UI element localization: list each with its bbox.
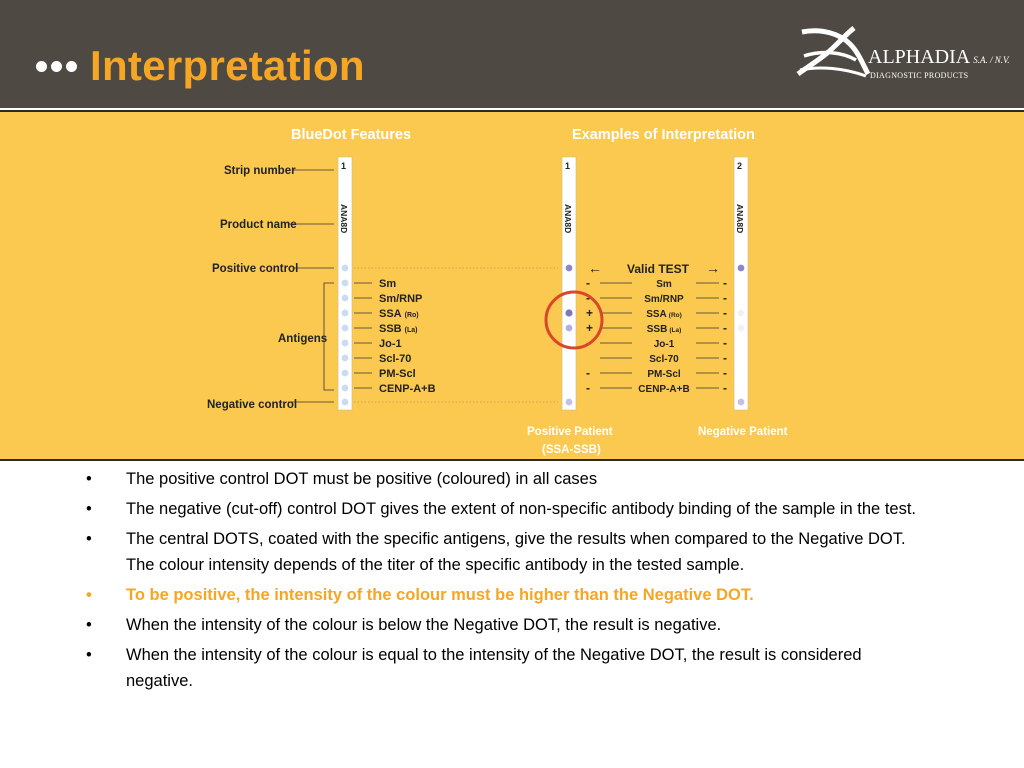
negative-result-5: - xyxy=(723,351,727,365)
positive-dot-ssb xyxy=(566,325,573,332)
antigen-label-2: SSA (Ro) xyxy=(379,308,419,320)
antigen-label-6: PM-Scl xyxy=(379,368,416,380)
interp-antigen-7: CENP-A+B xyxy=(638,384,690,395)
feature-dot xyxy=(342,310,349,317)
negative-strip-product: ANA8D xyxy=(735,204,745,234)
antigen-label-5: Scl-70 xyxy=(379,353,412,365)
feature-dot xyxy=(342,280,349,287)
arrow-right-icon: → xyxy=(706,260,720,276)
antigen-label-1: Sm/RNP xyxy=(379,293,423,305)
logo-subtitle: DIAGNOSTIC PRODUCTS xyxy=(870,71,969,80)
feature-dot xyxy=(342,355,349,362)
diagram-right-title: Examples of Interpretation xyxy=(572,127,755,143)
label-negative-control: Negative control xyxy=(207,399,298,411)
positive-result-7: - xyxy=(586,381,590,395)
positive-result-3: + xyxy=(586,321,594,335)
negative-result-3: - xyxy=(723,321,727,335)
bullet-text: The positive control DOT must be positive (coloured) in all cases xyxy=(126,470,598,488)
header-bar xyxy=(0,0,1024,108)
feature-dot xyxy=(342,295,349,302)
bullet-marker-icon: • xyxy=(86,500,92,518)
bullet-marker-icon: • xyxy=(86,646,92,664)
interp-antigen-4: Jo-1 xyxy=(653,339,675,350)
bullet-item xyxy=(86,582,916,608)
positive-strip-number: 1 xyxy=(565,161,571,171)
interp-antigen-3: SSB (La) xyxy=(646,324,682,335)
feature-dot xyxy=(342,325,349,332)
diagram-left-title: BlueDot Features xyxy=(291,127,412,143)
valid-test-label: Valid TEST xyxy=(627,262,690,276)
title-dots-icon xyxy=(36,61,77,72)
negative-dot-negative-control xyxy=(738,399,745,406)
positive-strip-product: ANA8D xyxy=(563,204,573,234)
bullet-text: When the intensity of the colour is below the Negative DOT, the result is negative. xyxy=(126,616,722,634)
positive-dot-control xyxy=(566,265,573,272)
positive-patient-label: Positive Patient xyxy=(527,426,613,438)
antigen-label-4: Jo-1 xyxy=(379,338,402,350)
negative-result-2: - xyxy=(723,306,727,320)
label-antigens: Antigens xyxy=(278,333,328,345)
arrow-left-icon: ← xyxy=(588,260,602,276)
interp-antigen-0: Sm xyxy=(656,279,672,290)
negative-result-1: - xyxy=(723,291,727,305)
interp-antigen-1: Sm/RNP xyxy=(644,294,684,305)
bluedot-diagram xyxy=(192,112,832,459)
bullet-marker-icon: • xyxy=(86,616,92,634)
positive-dot-ssa xyxy=(565,309,572,316)
negative-dot-control xyxy=(738,265,745,272)
bullet-marker-icon: • xyxy=(86,470,92,488)
negative-result-4: - xyxy=(723,336,727,350)
positive-patient-sublabel: (SSA-SSB) xyxy=(542,444,601,456)
interpretation-rows xyxy=(586,276,727,395)
bullet-list xyxy=(86,466,916,698)
positive-result-6: - xyxy=(586,366,590,380)
negative-patient-label: Negative Patient xyxy=(698,426,788,438)
title-row xyxy=(36,38,365,94)
feature-dot-positive-control xyxy=(342,265,349,272)
antigen-label-0: Sm xyxy=(379,278,397,290)
negative-dot xyxy=(738,325,744,331)
feature-dot-negative-control xyxy=(342,399,349,406)
negative-strip-number: 2 xyxy=(737,161,743,171)
bullet-text: The negative (cut-off) control DOT gives the extent of non-specific antibody binding of the sample in the test. xyxy=(126,500,916,518)
label-product-name: Product name xyxy=(220,219,297,231)
bullet-item xyxy=(86,642,916,694)
page-title: Interpretation xyxy=(90,42,365,89)
negative-result-6: - xyxy=(723,366,727,380)
alphadia-logo xyxy=(796,22,1011,84)
positive-strip xyxy=(562,157,576,410)
positive-result-1: - xyxy=(586,291,590,305)
bullet-marker-icon: • xyxy=(86,586,92,604)
positive-result-4: - xyxy=(586,336,590,350)
feature-dot xyxy=(342,340,349,347)
interp-antigen-5: Scl-70 xyxy=(649,354,679,365)
negative-strip xyxy=(734,157,748,410)
bullet-text: To be positive, the intensity of the colour must be higher than the Negative DOT. xyxy=(126,586,754,604)
antigen-label-list xyxy=(354,278,436,395)
negative-result-0: - xyxy=(723,276,727,290)
feature-strip-number: 1 xyxy=(341,161,347,171)
negative-dot xyxy=(738,310,744,316)
negative-result-7: - xyxy=(723,381,727,395)
positive-result-2: + xyxy=(586,306,594,320)
feature-dot xyxy=(342,385,349,392)
feature-strip-product: ANA8D xyxy=(339,204,349,234)
antigen-label-3: SSB (La) xyxy=(379,323,418,335)
label-strip-number: Strip number xyxy=(224,165,296,177)
bullet-item xyxy=(86,526,916,578)
bullet-item xyxy=(86,612,916,638)
bullet-text: When the intensity of the colour is equal to the intensity of the Negative DOT, the result is considered negative. xyxy=(126,646,862,690)
logo-wordmark: ALPHADIA S.A. / N.V. xyxy=(868,46,1010,68)
bullet-item xyxy=(86,496,916,522)
positive-result-0: - xyxy=(586,276,590,290)
feature-dot xyxy=(342,370,349,377)
antigen-label-7: CENP-A+B xyxy=(379,383,436,395)
label-positive-control: Positive control xyxy=(212,263,299,275)
interp-antigen-6: PM-Scl xyxy=(647,369,681,380)
bullet-text: The central DOTS, coated with the specific antigens, give the results when compared to the Negative DOT. The colour intensity depends of the titer of the specific antibody in the tested sample. xyxy=(126,530,906,574)
bullet-item xyxy=(86,466,916,492)
bullet-marker-icon: • xyxy=(86,530,92,548)
positive-dot-negative-control xyxy=(566,399,573,406)
interp-antigen-2: SSA (Ro) xyxy=(646,309,682,320)
